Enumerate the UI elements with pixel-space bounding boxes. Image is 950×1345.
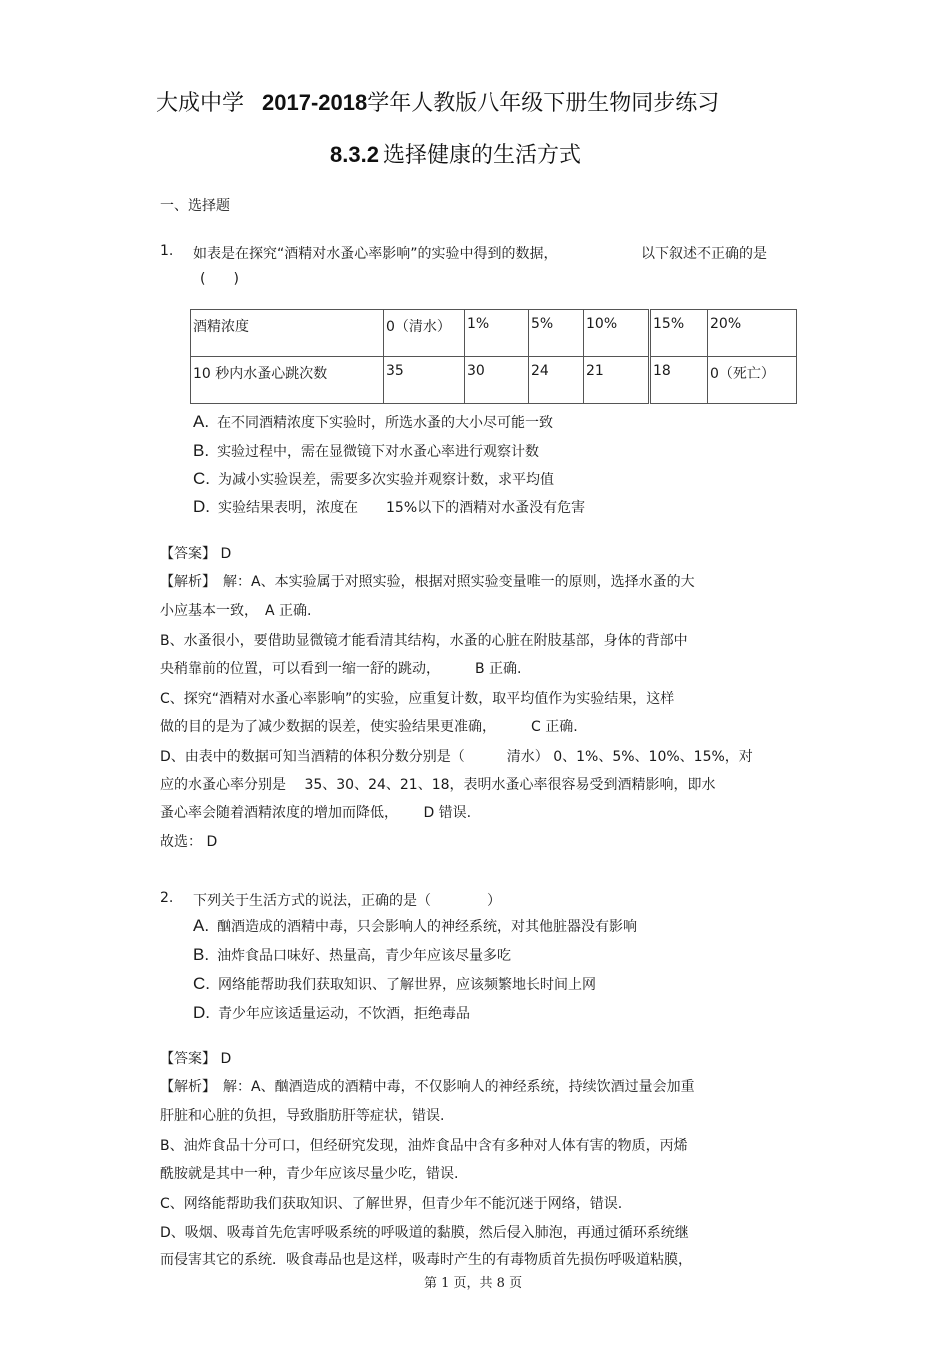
question-1-number: 1.	[160, 243, 174, 259]
option-letter: D.	[193, 497, 210, 516]
q1-analysis-line: 小应基本一致， A 正确.	[160, 603, 312, 619]
option-letter: A.	[193, 916, 210, 935]
subtitle-text: 选择健康的生活方式	[382, 143, 581, 168]
table-cell: 30	[465, 357, 529, 404]
page-title	[156, 86, 719, 117]
option-letter: B.	[193, 945, 210, 964]
question-1-stem-b: 以下叙述不正确的是	[641, 246, 767, 262]
option-text: 实验过程中，需在显微镜下对水蚤心率进行观察计数	[217, 444, 540, 460]
table-cell: 10%	[584, 310, 650, 357]
q1-analysis-line: D、由表中的数据可知当酒精的体积分数分别是（ 清水） 0、1%、5%、10%、15%，对	[160, 749, 753, 765]
q1-option-b	[193, 441, 539, 461]
q1-analysis-line: 应的水蚤心率分别是 35、30、24、21、18，表明水蚤心率很容易受到酒精影响，即水	[160, 777, 716, 793]
q2-option-b	[193, 945, 511, 965]
q1-analysis-line: B、水蚤很小，要借助显微镜才能看清其结构，水蚤的心脏在附肢基部，身体的背部中	[160, 633, 688, 649]
option-text: 青少年应该适量运动，不饮酒，拒绝毒品	[218, 1006, 470, 1022]
option-text: 在不同酒精浓度下实验时，所选水蚤的大小尽可能一致	[217, 415, 554, 431]
table-cell: 21	[584, 357, 650, 404]
table-cell: 酒精浓度	[191, 310, 384, 357]
option-text: 实验结果表明，浓度在 15%以下的酒精对水蚤没有危害	[218, 500, 586, 516]
title-prefix: 大成中学	[156, 91, 245, 116]
q2-analysis-line: D、吸烟、吸毒首先危害呼吸系统的呼吸道的黏膜，然后侵入肺泡，再通过循环系统继	[160, 1225, 689, 1241]
title-years: 2017-2018	[262, 90, 368, 115]
option-text: 酗酒造成的酒精中毒，只会影响人的神经系统，对其他脏器没有影响	[217, 919, 638, 935]
page-footer: 第 1 页，共 8 页	[424, 1276, 523, 1291]
q1-option-d	[193, 497, 585, 517]
q2-analysis-line: B、油炸食品十分可口，但经研究发现，油炸食品中含有多种对人体有害的物质，丙烯	[160, 1138, 688, 1154]
q1-answer: 【答案】 D	[160, 546, 232, 562]
option-letter: D.	[193, 1003, 210, 1022]
table-row	[191, 357, 797, 404]
q1-analysis-line: C、探究“酒精对水蚤心率影响”的实验，应重复计数，取平均值作为实验结果，这样	[160, 691, 675, 707]
title-suffix: 学年人教版八年级下册生物同步练习	[367, 91, 720, 116]
option-text: 网络能帮助我们获取知识、了解世界，应该频繁地长时间上网	[218, 977, 596, 993]
q2-analysis-line: 【解析】 解：A、酗酒造成的酒精中毒，不仅影响人的神经系统，持续饮酒过量会加重	[160, 1079, 695, 1095]
q2-option-d	[193, 1003, 470, 1023]
q2-analysis-line: 肝脏和心脏的负担，导致脂肪肝等症状，错误.	[160, 1108, 445, 1124]
q1-analysis-line: 蚤心率会随着酒精浓度的增加而降低， D 错误.	[160, 805, 472, 821]
table-row	[191, 310, 797, 357]
option-text: 油炸食品口味好、热量高，青少年应该尽量多吃	[217, 948, 512, 964]
table-cell: 15%	[650, 310, 708, 357]
q1-option-c	[193, 469, 554, 489]
q2-analysis-line: C、网络能帮助我们获取知识、了解世界，但青少年不能沉迷于网络，错误.	[160, 1196, 623, 1212]
q1-analysis-line: 故选： D	[160, 834, 218, 850]
option-letter: A.	[193, 412, 210, 431]
question-1-paren: ( )	[200, 271, 239, 287]
table-cell: 0（死亡）	[708, 357, 797, 404]
q2-option-a	[193, 916, 637, 936]
table-cell: 5%	[529, 310, 584, 357]
section-heading: 一、选择题	[160, 198, 230, 214]
question-2-stem: 下列关于生活方式的说法，正确的是（ ）	[193, 893, 501, 909]
option-letter: B.	[193, 441, 210, 460]
table-cell: 35	[384, 357, 465, 404]
q1-analysis-line: 【解析】 解：A、本实验属于对照实验，根据对照实验变量唯一的原则，选择水蚤的大	[160, 574, 695, 590]
table-cell: 10 秒内水蚤心跳次数	[191, 357, 384, 404]
option-letter: C.	[193, 469, 210, 488]
table-cell: 18	[650, 357, 708, 404]
table-cell: 24	[529, 357, 584, 404]
q2-option-c	[193, 974, 596, 994]
page-subtitle	[330, 138, 581, 169]
table-cell: 20%	[708, 310, 797, 357]
q1-analysis-line: 做的目的是为了减少数据的误差，使实验结果更准确， C 正确.	[160, 719, 578, 735]
question-1-stem-a: 如表是在探究“酒精对水蚤心率影响”的实验中得到的数据，	[193, 246, 558, 262]
question-2-number: 2.	[160, 890, 174, 906]
option-text: 为减小实验误差，需要多次实验并观察计数，求平均值	[218, 472, 554, 488]
table-cell: 1%	[465, 310, 529, 357]
q1-analysis-line: 央稍靠前的位置，可以看到一缩一舒的跳动， B 正确.	[160, 661, 522, 677]
q1-option-a	[193, 412, 553, 432]
q2-answer: 【答案】 D	[160, 1051, 232, 1067]
table-cell: 0（清水）	[384, 310, 465, 357]
q2-analysis-line: 而侵害其它的系统．吸食毒品也是这样，吸毒时产生的有毒物质首先损伤呼吸道粘膜，	[160, 1252, 692, 1268]
q2-analysis-line: 酰胺就是其中一种，青少年应该尽量少吃，错误.	[160, 1166, 459, 1182]
option-letter: C.	[193, 974, 210, 993]
data-table	[190, 309, 797, 404]
subtitle-number: 8.3.2	[330, 142, 379, 167]
